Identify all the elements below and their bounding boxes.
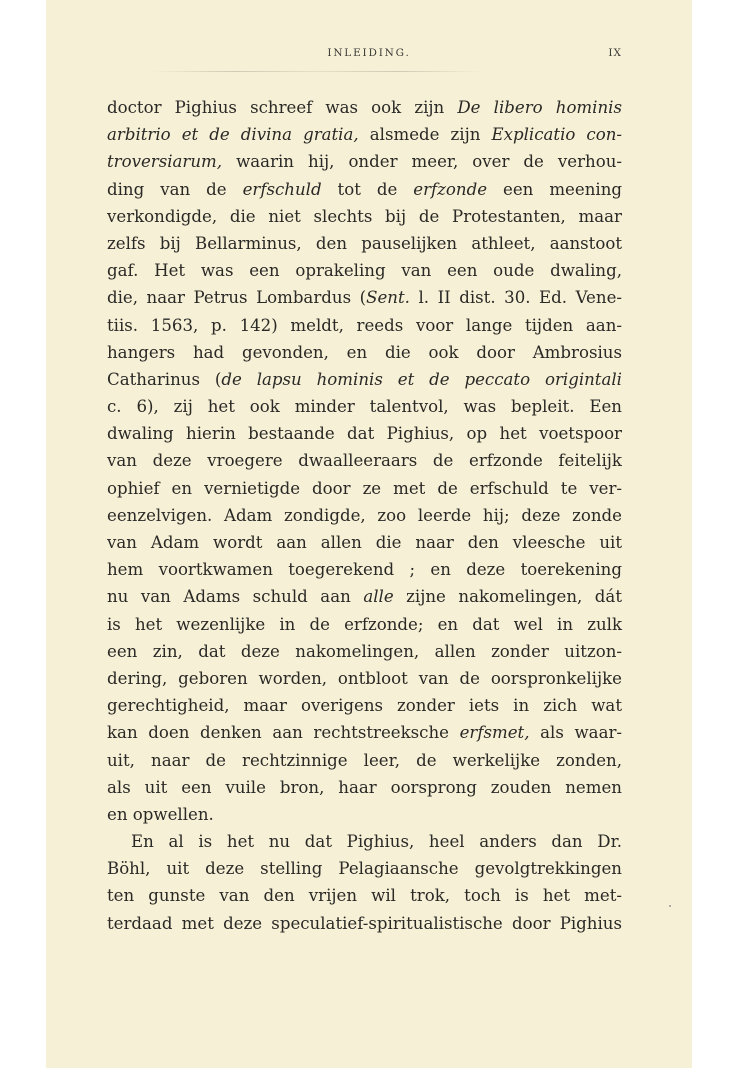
- text-line: [107, 556, 622, 583]
- text-segment: en opwellen.: [107, 804, 214, 824]
- page-number: IX: [608, 47, 622, 59]
- text-segment: als uit een vuile bron, haar oorsprong zouden nemen: [107, 777, 622, 797]
- text-line: [107, 828, 622, 855]
- book-page: [46, 0, 692, 1068]
- text-segment: van Adam wordt aan allen die naar den vleesche uit: [107, 533, 622, 552]
- text-line: [107, 801, 622, 828]
- text-line: [107, 393, 622, 420]
- text-segment: hangers had gevonden, en die ook door Ambrosius: [107, 342, 622, 362]
- text-segment: dering, geboren worden, ontbloot van de oorspronkelijke: [107, 668, 622, 688]
- text-line: [107, 203, 622, 230]
- text-segment: hem voortkwamen toegerekend ; en deze toerekening: [107, 560, 622, 580]
- italic-text: erfzonde: [413, 179, 488, 199]
- text-line: [107, 665, 622, 692]
- text-segment: l. II dist. 30. Ed. Vene-: [409, 288, 622, 308]
- text-line: [107, 910, 622, 937]
- text-line: [107, 420, 622, 447]
- text-segment: alsmede zijn: [358, 125, 492, 145]
- text-line: [107, 719, 622, 746]
- italic-text: troversiarum,: [107, 152, 223, 172]
- text-line: [107, 230, 622, 257]
- italic-text: arbitrio et de divina gratia,: [107, 125, 359, 145]
- paragraph: [107, 94, 622, 828]
- running-title: INLEIDING.: [327, 47, 411, 59]
- text-line: [107, 475, 622, 502]
- text-segment: ding van de: [107, 179, 243, 199]
- text-segment: gerechtigheid, maar overigens zonder iets in zich wat: [107, 696, 622, 716]
- text-segment: Catharinus (: [107, 369, 222, 389]
- italic-text: erfschuld: [242, 179, 322, 199]
- text-line: [107, 257, 622, 284]
- text-line: [107, 583, 622, 610]
- text-line: [107, 638, 622, 665]
- text-segment: een zin, dat deze nakomelingen, allen zonder uitzon-: [107, 641, 622, 661]
- text-line: [107, 692, 622, 719]
- text-line: [107, 774, 622, 801]
- text-segment: van deze vroegere dwaalleeraars de erfzonde feitelijk: [107, 451, 622, 471]
- text-segment: c. 6), zij het ook minder talentvol, was bepleit. Een: [107, 397, 622, 417]
- text-segment: gaf. Het was een oprakeling van een oude dwaling,: [107, 261, 622, 281]
- paragraph: [107, 828, 622, 937]
- text-segment: uit, naar de rechtzinnige leer, de werkelijke zonden,: [107, 750, 622, 770]
- text-line: [107, 176, 622, 203]
- text-line: [107, 284, 622, 311]
- italic-text: Sent.: [366, 288, 410, 308]
- text-segment: zijne nakomelingen, dát: [393, 587, 622, 607]
- text-segment: dwaling hierin bestaande dat Pighius, op het voetspoor: [107, 424, 622, 444]
- header-rule: [152, 71, 482, 72]
- text-line: [107, 148, 622, 175]
- italic-text: erfsmet,: [459, 723, 530, 743]
- text-segment: een meening: [487, 179, 623, 199]
- text-line: [107, 339, 622, 366]
- text-line: [107, 121, 622, 148]
- text-line: [107, 882, 622, 909]
- text-segment: waarin hij, onder meer, over de verhou-: [222, 152, 622, 172]
- text-segment: als waar-: [529, 723, 622, 743]
- text-line: [107, 529, 622, 556]
- text-segment: die, naar Petrus Lombardus (: [107, 288, 367, 308]
- text-line: [107, 447, 622, 474]
- text-segment: Böhl, uit deze stelling Pelagiaansche gevolgtrekkingen: [107, 859, 622, 879]
- text-line: [107, 502, 622, 529]
- text-segment: terdaad met deze speculatief-spiritualistische door Pighius: [107, 913, 622, 933]
- italic-text: alle: [363, 587, 394, 607]
- text-segment: ophief en vernietigde door ze met de erfschuld te ver-: [107, 478, 622, 498]
- text-line: [107, 312, 622, 339]
- running-header: [46, 47, 692, 63]
- italic-text: De libero hominis: [457, 98, 622, 117]
- text-line: [107, 94, 622, 121]
- text-line: [107, 855, 622, 882]
- paper-speck: [669, 905, 671, 907]
- text-segment: nu van Adams schuld aan: [107, 587, 364, 607]
- text-line: [107, 366, 622, 393]
- body-text: [107, 94, 622, 937]
- italic-text: Explicatio con-: [491, 125, 623, 145]
- text-segment: verkondigde, die niet slechts bij de Protestanten, maar: [107, 206, 622, 226]
- text-segment: eenzelvigen. Adam zondigde, zoo leerde hij; deze zonde: [107, 505, 622, 525]
- italic-text: de lapsu hominis et de peccato origintali: [221, 369, 622, 389]
- text-line: [107, 611, 622, 638]
- text-segment: ten gunste van den vrijen wil trok, toch is het met-: [107, 886, 622, 906]
- text-segment: En al is het nu dat Pighius, heel anders dan Dr.: [131, 832, 622, 852]
- text-segment: tot de: [321, 179, 414, 199]
- text-line: [107, 747, 622, 774]
- text-segment: kan doen denken aan rechtstreeksche: [107, 723, 460, 743]
- text-segment: doctor Pighius schreef was ook zijn: [107, 98, 458, 117]
- text-segment: zelfs bij Bellarminus, den pauselijken athleet, aanstoot: [107, 233, 622, 253]
- text-segment: tiis. 1563, p. 142) meldt, reeds voor lange tijden aan-: [107, 315, 622, 335]
- text-segment: is het wezenlijke in de erfzonde; en dat wel in zulk: [107, 614, 622, 634]
